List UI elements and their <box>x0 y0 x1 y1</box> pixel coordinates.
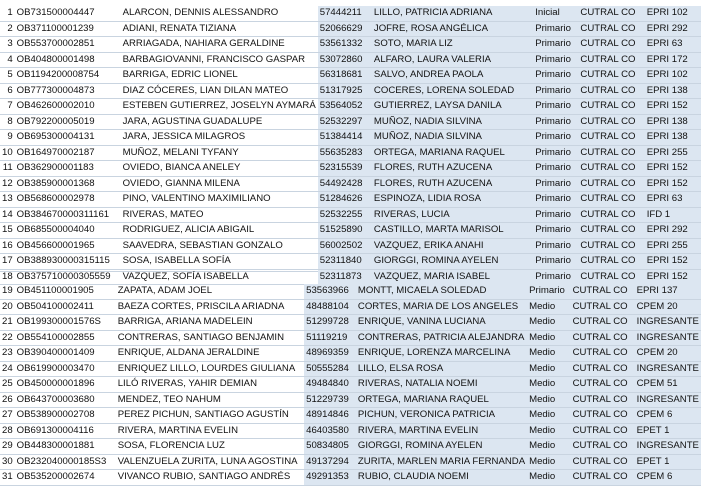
row-number-cell: 24 <box>0 361 15 377</box>
document-number-cell: 53563966 <box>304 284 356 299</box>
document-number-cell: 48969359 <box>304 346 356 362</box>
table-row <box>0 207 701 223</box>
city-cell: CUTRAL CO <box>571 439 635 455</box>
table-row <box>0 223 701 239</box>
student-name-cell: ENRIQUE, ALDANA JERALDINE <box>116 346 304 362</box>
tutor-name-cell: SALVO, ANDREA PAOLA <box>372 68 533 84</box>
student-code-cell: OB553700002851 <box>15 37 121 53</box>
document-number-cell: 55635283 <box>318 145 372 161</box>
row-number-cell: 7 <box>0 99 15 115</box>
education-level-cell: Primario <box>533 52 578 68</box>
table-row <box>0 83 701 99</box>
student-name-cell: RODRIGUEZ, ALICIA ABIGAIL <box>121 223 318 239</box>
table-row <box>0 315 701 331</box>
tutor-name-cell: ORTEGA, MARIANA RAQUEL <box>372 145 533 161</box>
city-cell: CUTRAL CO <box>578 269 644 285</box>
student-code-cell: OB504100002411 <box>15 299 116 315</box>
document-number-cell: 50834805 <box>304 439 356 455</box>
tutor-name-cell: ALFARO, LAURA VALERIA <box>372 52 533 68</box>
city-cell: CUTRAL CO <box>571 408 635 424</box>
student-name-cell: OVIEDO, GIANNA MILENA <box>121 176 318 192</box>
row-number-cell: 13 <box>0 192 15 208</box>
tutor-name-cell: MUÑOZ, NADIA SILVINA <box>372 130 533 146</box>
table-row <box>0 254 701 270</box>
education-level-cell: Primario <box>533 254 578 270</box>
tutor-name-cell: COCERES, LORENA SOLEDAD <box>372 83 533 99</box>
education-level-cell: Medio <box>527 330 570 346</box>
city-cell: CUTRAL CO <box>571 470 635 486</box>
student-code-cell: OB538900002708 <box>15 408 116 424</box>
document-number-cell: 54492428 <box>318 176 372 192</box>
row-number-cell: 16 <box>0 238 15 254</box>
student-code-cell: OB619900003470 <box>15 361 116 377</box>
education-level-cell: Primario <box>533 83 578 99</box>
document-number-cell: 50555284 <box>304 361 356 377</box>
school-cell: EPRI 138 <box>645 130 701 146</box>
document-number-cell: 53072860 <box>318 52 372 68</box>
education-level-cell: Primario <box>533 223 578 239</box>
table-row <box>0 238 701 254</box>
table-row <box>0 377 701 393</box>
city-cell: CUTRAL CO <box>578 192 644 208</box>
city-cell: CUTRAL CO <box>578 37 644 53</box>
row-number-cell: 1 <box>0 6 15 21</box>
table-row <box>0 346 701 362</box>
table-row <box>0 161 701 177</box>
tutor-name-cell: CONTRERAS, PATRICIA ALEJANDRA <box>356 330 527 346</box>
row-number-cell: 31 <box>0 470 15 486</box>
school-cell: EPRI 292 <box>645 223 701 239</box>
student-name-cell: ENRIQUEZ LILLO, LOURDES GIULIANA <box>116 361 304 377</box>
student-name-cell: OVIEDO, BIANCA ANELEY <box>121 161 318 177</box>
school-cell: EPRI 137 <box>635 284 701 299</box>
student-name-cell: MENDEZ, TEO NAHUM <box>116 392 304 408</box>
table-row <box>0 284 701 299</box>
document-number-cell: 51299728 <box>304 315 356 331</box>
school-cell: EPRI 152 <box>645 254 701 270</box>
tutor-name-cell: MONTT, MICAELA SOLEDAD <box>356 284 527 299</box>
student-code-cell: OB404800001498 <box>15 52 121 68</box>
row-number-cell: 5 <box>0 68 15 84</box>
student-code-cell: OB1194200008754 <box>15 68 121 84</box>
document-number-cell: 49137294 <box>304 454 356 470</box>
student-name-cell: VIVANCO RUBIO, SANTIAGO ANDRÉS <box>116 470 304 486</box>
education-level-cell: Primario <box>533 207 578 223</box>
student-name-cell: PEREZ PICHUN, SANTIAGO AGUSTÍN <box>116 408 304 424</box>
student-code-cell: OB448300001881 <box>15 439 116 455</box>
row-number-cell: 30 <box>0 454 15 470</box>
city-cell: CUTRAL CO <box>571 423 635 439</box>
student-name-cell: PINO, VALENTINO MAXIMILIANO <box>121 192 318 208</box>
row-number-cell: 28 <box>0 423 15 439</box>
row-number-cell: 11 <box>0 161 15 177</box>
education-level-cell: Medio <box>527 299 570 315</box>
student-name-cell: RIVERA, MARTINA EVELIN <box>116 423 304 439</box>
table-row <box>0 21 701 37</box>
tutor-name-cell: FLORES, RUTH AZUCENA <box>372 176 533 192</box>
table-row <box>0 439 701 455</box>
student-code-cell: OB695300004131 <box>15 130 121 146</box>
table-row <box>0 330 701 346</box>
education-level-cell: Inicial <box>533 6 578 21</box>
city-cell: CUTRAL CO <box>578 114 644 130</box>
city-cell: CUTRAL CO <box>578 68 644 84</box>
tutor-name-cell: GUTIERREZ, LAYSA DANILA <box>372 99 533 115</box>
tutor-name-cell: ENRIQUE, LORENZA MARCELINA <box>356 346 527 362</box>
tutor-name-cell: RIVERAS, NATALIA NOEMI <box>356 377 527 393</box>
table-row <box>0 361 701 377</box>
tutor-name-cell: RIVERAS, LUCIA <box>372 207 533 223</box>
table-row <box>0 192 701 208</box>
student-code-cell: OB362900001183 <box>15 161 121 177</box>
tutor-name-cell: ORTEGA, MARIANA RAQUEL <box>356 392 527 408</box>
student-name-cell: BARBAGIOVANNI, FRANCISCO GASPAR <box>121 52 318 68</box>
row-number-cell: 6 <box>0 83 15 99</box>
student-name-cell: BAEZA CORTES, PRISCILA ARIADNA <box>116 299 304 315</box>
school-cell: EPRI 255 <box>645 238 701 254</box>
document-number-cell: 52066629 <box>318 21 372 37</box>
tutor-name-cell: RUBIO, CLAUDIA NOEMI <box>356 470 527 486</box>
student-code-cell: OB164970002187 <box>15 145 121 161</box>
student-name-cell: VAZQUEZ, SOFÍA ISABELLA <box>121 269 318 285</box>
education-level-cell: Medio <box>527 392 570 408</box>
document-number-cell: 51317925 <box>318 83 372 99</box>
student-name-cell: ALARCON, DENNIS ALESSANDRO <box>121 6 318 21</box>
student-code-cell: OB535200002674 <box>15 470 116 486</box>
student-name-cell: SOSA, FLORENCIA LUZ <box>116 439 304 455</box>
school-cell: CPEM 6 <box>635 408 701 424</box>
student-name-cell: ESTEBEN GUTIERREZ, JOSELYN AYMARÁ <box>121 99 318 115</box>
row-number-cell: 21 <box>0 315 15 331</box>
student-code-cell: OB450000001896 <box>15 377 116 393</box>
tutor-name-cell: SOTO, MARIA LIZ <box>372 37 533 53</box>
document-number-cell: 49484840 <box>304 377 356 393</box>
student-code-cell: OB199300001576S <box>15 315 116 331</box>
student-name-cell: JARA, AGUSTINA GUADALUPE <box>121 114 318 130</box>
student-code-cell: OB691300004116 <box>15 423 116 439</box>
student-code-cell: OB371100001239 <box>15 21 121 37</box>
student-code-cell: OB451100001905 <box>15 284 116 299</box>
education-level-cell: Primario <box>533 145 578 161</box>
student-code-cell: OB731500004447 <box>15 6 121 21</box>
table-row <box>0 99 701 115</box>
city-cell: CUTRAL CO <box>578 176 644 192</box>
student-code-cell: OB554100002855 <box>15 330 116 346</box>
table-row <box>0 176 701 192</box>
city-cell: CUTRAL CO <box>571 361 635 377</box>
city-cell: CUTRAL CO <box>578 52 644 68</box>
row-number-cell: 4 <box>0 52 15 68</box>
education-level-cell: Medio <box>527 346 570 362</box>
tutor-name-cell: VAZQUEZ, ERIKA ANAHI <box>372 238 533 254</box>
education-level-cell: Medio <box>527 439 570 455</box>
document-number-cell: 51384414 <box>318 130 372 146</box>
school-cell: EPET 1 <box>635 423 701 439</box>
document-number-cell: 53561332 <box>318 37 372 53</box>
school-cell: CPEM 51 <box>635 377 701 393</box>
tutor-name-cell: CASTILLO, MARTA MARISOL <box>372 223 533 239</box>
school-cell: EPRI 152 <box>645 99 701 115</box>
tutor-name-cell: FLORES, RUTH AZUCENA <box>372 161 533 177</box>
document-number-cell: 49291353 <box>304 470 356 486</box>
education-level-cell: Medio <box>527 315 570 331</box>
row-number-cell: 29 <box>0 439 15 455</box>
tutor-name-cell: LILLO, ELSA ROSA <box>356 361 527 377</box>
row-number-cell: 20 <box>0 299 15 315</box>
tutor-name-cell: GIORGGI, ROMINA AYELEN <box>372 254 533 270</box>
document-number-cell: 53564052 <box>318 99 372 115</box>
document-number-cell: 52311840 <box>318 254 372 270</box>
student-code-cell: OB388930000315115 <box>15 254 121 270</box>
city-cell: CUTRAL CO <box>578 6 644 21</box>
student-name-cell: BARRIGA, EDRIC LIONEL <box>121 68 318 84</box>
table-row <box>0 114 701 130</box>
document-number-cell: 51284626 <box>318 192 372 208</box>
student-name-cell: LILÓ RIVERAS, YAHIR DEMIAN <box>116 377 304 393</box>
document-number-cell: 51119219 <box>304 330 356 346</box>
document-number-cell: 52311873 <box>318 269 372 285</box>
table-row <box>0 269 701 285</box>
tutor-name-cell: ESPINOZA, LIDIA ROSA <box>372 192 533 208</box>
tutor-name-cell: MUÑOZ, NADIA SILVINA <box>372 114 533 130</box>
row-number-cell: 27 <box>0 408 15 424</box>
student-name-cell: DIAZ CÓCERES, LIAN DILAN MATEO <box>121 83 318 99</box>
education-level-cell: Medio <box>527 470 570 486</box>
school-cell: EPRI 63 <box>645 37 701 53</box>
tutor-name-cell: CORTES, MARIA DE LOS ANGELES <box>356 299 527 315</box>
school-cell: EPET 1 <box>635 454 701 470</box>
city-cell: CUTRAL CO <box>578 207 644 223</box>
school-cell: CPEM 20 <box>635 299 701 315</box>
table-row <box>0 130 701 146</box>
tutor-name-cell: LILLO, PATRICIA ADRIANA <box>372 6 533 21</box>
city-cell: CUTRAL CO <box>571 377 635 393</box>
student-code-cell: OB462600002010 <box>15 99 121 115</box>
student-name-cell: SOSA, ISABELLA SOFÍA <box>121 254 318 270</box>
tutor-name-cell: VAZQUEZ, MARIA ISABEL <box>372 269 533 285</box>
table-row <box>0 408 701 424</box>
row-number-cell: 3 <box>0 37 15 53</box>
city-cell: CUTRAL CO <box>578 161 644 177</box>
education-level-cell: Primario <box>533 176 578 192</box>
education-level-cell: Medio <box>527 423 570 439</box>
education-level-cell: Primario <box>533 269 578 285</box>
row-number-cell: 8 <box>0 114 15 130</box>
student-name-cell: ADIANI, RENATA TIZIANA <box>121 21 318 37</box>
row-number-cell: 23 <box>0 346 15 362</box>
education-level-cell: Medio <box>527 454 570 470</box>
school-cell: CPEM 6 <box>635 470 701 486</box>
table-row <box>0 68 701 84</box>
school-cell: EPRI 255 <box>645 145 701 161</box>
school-cell: INGRESANTE <box>635 439 701 455</box>
school-cell: EPRI 152 <box>645 176 701 192</box>
education-level-cell: Primario <box>533 192 578 208</box>
school-cell: EPRI 102 <box>645 68 701 84</box>
student-name-cell: VALENZUELA ZURITA, LUNA AGOSTINA <box>116 454 304 470</box>
school-cell: EPRI 152 <box>645 269 701 285</box>
student-code-cell: OB685500004040 <box>15 223 121 239</box>
school-cell: INGRESANTE <box>635 315 701 331</box>
school-cell: INGRESANTE <box>635 361 701 377</box>
tutor-name-cell: RIVERA, MARTINA EVELIN <box>356 423 527 439</box>
row-number-cell: 12 <box>0 176 15 192</box>
document-number-cell: 48914846 <box>304 408 356 424</box>
school-cell: EPRI 138 <box>645 83 701 99</box>
education-level-cell: Medio <box>527 377 570 393</box>
student-code-cell: OB390400001409 <box>15 346 116 362</box>
student-name-cell: JARA, JESSICA MILAGROS <box>121 130 318 146</box>
city-cell: CUTRAL CO <box>571 454 635 470</box>
students-table-block-1 <box>0 6 701 285</box>
education-level-cell: Primario <box>533 130 578 146</box>
table-row <box>0 423 701 439</box>
city-cell: CUTRAL CO <box>571 392 635 408</box>
student-code-cell: OB375710000305559 <box>15 269 121 285</box>
document-number-cell: 46403580 <box>304 423 356 439</box>
student-name-cell: ZAPATA, ADAM JOEL <box>116 284 304 299</box>
school-cell: IFD 1 <box>645 207 701 223</box>
education-level-cell: Primario <box>533 21 578 37</box>
city-cell: CUTRAL CO <box>578 223 644 239</box>
row-number-cell: 10 <box>0 145 15 161</box>
student-name-cell: CONTRERAS, SANTIAGO BENJAMIN <box>116 330 304 346</box>
city-cell: CUTRAL CO <box>571 299 635 315</box>
education-level-cell: Medio <box>527 361 570 377</box>
tutor-name-cell: ZURITA, MARLEN MARIA FERNANDA <box>356 454 527 470</box>
document-number-cell: 48488104 <box>304 299 356 315</box>
student-code-cell: OB568600002978 <box>15 192 121 208</box>
city-cell: CUTRAL CO <box>578 145 644 161</box>
document-number-cell: 51525890 <box>318 223 372 239</box>
city-cell: CUTRAL CO <box>578 83 644 99</box>
tutor-name-cell: JOFRE, ROSA ANGÉLICA <box>372 21 533 37</box>
education-level-cell: Primario <box>533 238 578 254</box>
tutor-name-cell: GIORGGI, ROMINA AYELEN <box>356 439 527 455</box>
city-cell: CUTRAL CO <box>578 254 644 270</box>
row-number-cell: 2 <box>0 21 15 37</box>
document-number-cell: 52532297 <box>318 114 372 130</box>
city-cell: CUTRAL CO <box>571 346 635 362</box>
row-number-cell: 19 <box>0 284 15 299</box>
student-code-cell: OB777300004873 <box>15 83 121 99</box>
city-cell: CUTRAL CO <box>578 21 644 37</box>
school-cell: EPRI 138 <box>645 114 701 130</box>
education-level-cell: Primario <box>533 114 578 130</box>
student-name-cell: SAAVEDRA, SEBASTIAN GONZALO <box>121 238 318 254</box>
education-level-cell: Primario <box>533 161 578 177</box>
table-row <box>0 52 701 68</box>
row-number-cell: 15 <box>0 223 15 239</box>
row-number-cell: 18 <box>0 269 15 285</box>
table-row <box>0 299 701 315</box>
city-cell: CUTRAL CO <box>571 315 635 331</box>
table-row <box>0 6 701 21</box>
education-level-cell: Primario <box>533 99 578 115</box>
education-level-cell: Primario <box>527 284 570 299</box>
row-number-cell: 22 <box>0 330 15 346</box>
school-cell: EPRI 102 <box>645 6 701 21</box>
table-row <box>0 145 701 161</box>
student-code-cell: OB456600001965 <box>15 238 121 254</box>
city-cell: CUTRAL CO <box>578 99 644 115</box>
table-row <box>0 37 701 53</box>
student-name-cell: ARRIAGADA, NAHIARA GERALDINE <box>121 37 318 53</box>
document-number-cell: 56318681 <box>318 68 372 84</box>
student-name-cell: MUÑOZ, MELANI TYFANY <box>121 145 318 161</box>
school-cell: CPEM 20 <box>635 346 701 362</box>
student-code-cell: OB385900001368 <box>15 176 121 192</box>
school-cell: INGRESANTE <box>635 330 701 346</box>
student-code-cell: OB643700003680 <box>15 392 116 408</box>
city-cell: CUTRAL CO <box>578 238 644 254</box>
school-cell: EPRI 172 <box>645 52 701 68</box>
row-number-cell: 17 <box>0 254 15 270</box>
student-name-cell: RIVERAS, MATEO <box>121 207 318 223</box>
document-number-cell: 52315539 <box>318 161 372 177</box>
school-cell: EPRI 292 <box>645 21 701 37</box>
student-name-cell: BARRIGA, ARIANA MADELEIN <box>116 315 304 331</box>
school-cell: EPRI 63 <box>645 192 701 208</box>
student-code-cell: OB232040000185S3 <box>15 454 116 470</box>
document-number-cell: 56002502 <box>318 238 372 254</box>
row-number-cell: 14 <box>0 207 15 223</box>
student-code-cell: OB384670000311161 <box>15 207 121 223</box>
city-cell: CUTRAL CO <box>571 330 635 346</box>
student-code-cell: OB792200005019 <box>15 114 121 130</box>
table-row <box>0 470 701 486</box>
tutor-name-cell: ENRIQUE, VANINA LUCIANA <box>356 315 527 331</box>
table-row <box>0 392 701 408</box>
document-number-cell: 51229739 <box>304 392 356 408</box>
table-row <box>0 454 701 470</box>
education-level-cell: Primario <box>533 37 578 53</box>
document-number-cell: 52532255 <box>318 207 372 223</box>
city-cell: CUTRAL CO <box>578 130 644 146</box>
education-level-cell: Primario <box>533 68 578 84</box>
tutor-name-cell: PICHUN, VERONICA PATRICIA <box>356 408 527 424</box>
row-number-cell: 26 <box>0 392 15 408</box>
school-cell: EPRI 152 <box>645 161 701 177</box>
students-table-block-2 <box>0 284 701 486</box>
row-number-cell: 9 <box>0 130 15 146</box>
document-number-cell: 57444211 <box>318 6 372 21</box>
row-number-cell: 25 <box>0 377 15 393</box>
school-cell: INGRESANTE <box>635 392 701 408</box>
city-cell: CUTRAL CO <box>571 284 635 299</box>
education-level-cell: Medio <box>527 408 570 424</box>
